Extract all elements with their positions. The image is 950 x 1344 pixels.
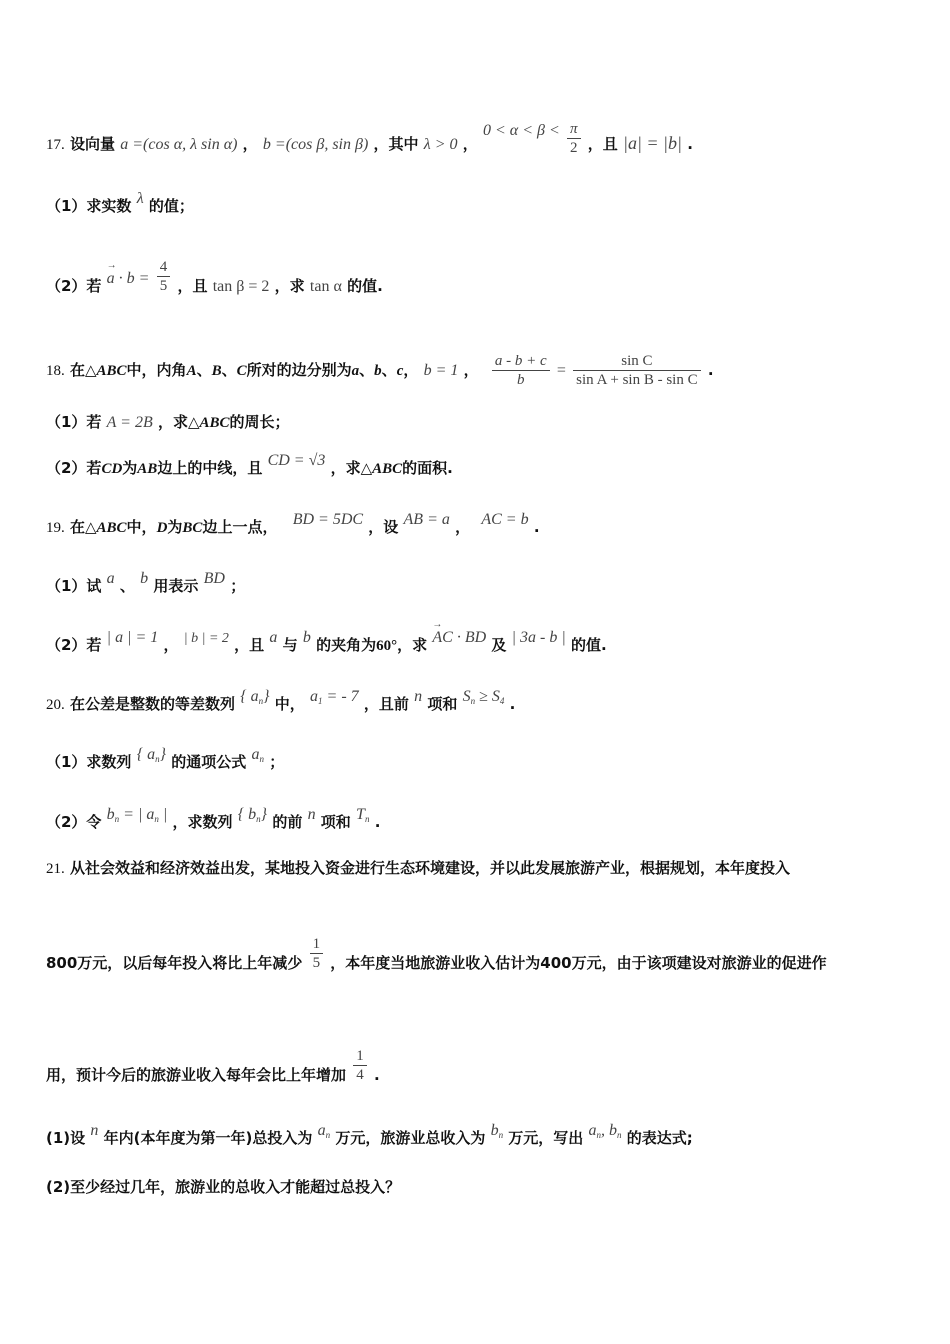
q18-line [46, 352, 714, 389]
question-number: 21. [46, 861, 65, 877]
text: ； [269, 753, 285, 771]
fraction [310, 935, 324, 972]
subscript: n [259, 754, 264, 764]
formula-part: } [263, 688, 270, 705]
punctuation: . [707, 361, 714, 379]
formula [240, 687, 269, 711]
text: （1）若 [46, 413, 102, 431]
text: 的值； [148, 197, 194, 215]
text: a [351, 363, 360, 379]
formula-part: a [251, 746, 260, 763]
subscript: n [325, 1130, 331, 1140]
text: 的通项公式 [171, 753, 247, 771]
formula: a =(cos α, λ sin α) [120, 136, 238, 153]
punctuation: . [374, 813, 381, 831]
text: CD [101, 461, 123, 477]
formula-part: b [490, 1122, 499, 1139]
formula: → AC · BD [432, 628, 486, 648]
formula: → a · b = [107, 269, 150, 289]
subscript: n [258, 696, 264, 706]
formula: b [140, 570, 149, 587]
q17-line [46, 121, 693, 163]
text: 年内(本年度为第一年)总投入为 [103, 1129, 313, 1147]
text: 为 [167, 518, 183, 536]
subscript: n [155, 754, 160, 764]
fraction-denominator: 5 [159, 278, 168, 294]
punctuation: . [687, 135, 693, 153]
fraction-numerator: π [567, 120, 581, 139]
text: A [186, 363, 197, 379]
text: 为 [122, 459, 138, 477]
formula: a [269, 629, 278, 646]
text: 边上的中线，且 [157, 459, 263, 477]
text: 的面积. [402, 459, 453, 477]
text: 项和 [320, 813, 351, 831]
separator: ， [163, 636, 179, 654]
subscript: n [470, 696, 476, 706]
separator: ， [462, 135, 478, 153]
formula [318, 1121, 331, 1145]
text: 设向量 [69, 135, 115, 153]
formula: b [302, 629, 311, 646]
formula-part: } [159, 746, 166, 763]
formula: AC = b [481, 511, 529, 528]
text: （1）求数列 [46, 753, 132, 771]
fraction-numerator: 1 [310, 935, 324, 954]
q21-part2 [46, 1177, 400, 1197]
formula: λ > 0 [423, 136, 458, 153]
formula-part: | [158, 806, 168, 823]
fraction-denominator: sin A + sin B - sin C [576, 372, 698, 388]
formula [463, 687, 505, 711]
q18-part1 [46, 412, 290, 433]
formula-part: a [588, 1122, 597, 1139]
text: D [156, 520, 168, 536]
text: （1）试 [46, 577, 102, 595]
punctuation: . [533, 518, 540, 536]
fraction-denominator: 5 [312, 955, 321, 971]
text: 在△ [69, 518, 97, 536]
text: c [396, 363, 404, 379]
subscript: n [256, 814, 261, 824]
text: 用，预计今后的旅游业收入每年会比上年增加 [46, 1066, 347, 1084]
text: 及 [491, 636, 507, 654]
q21-line3 [46, 1048, 380, 1094]
text: 与 [282, 636, 298, 654]
text: （1）求实数 [46, 197, 132, 215]
question-number: 17. [46, 137, 65, 153]
formula: A = 2B [106, 414, 153, 431]
q19-part2 [46, 629, 607, 657]
q17-part2 [46, 259, 383, 305]
text: 的周长； [229, 413, 290, 431]
q19-part1 [46, 570, 246, 597]
formula: BD = 5DC [292, 511, 364, 528]
text: 的表达式; [626, 1129, 693, 1147]
punctuation: . [509, 695, 516, 713]
fraction-denominator: 2 [570, 140, 578, 156]
formula: λ [136, 190, 144, 207]
text: ABC [199, 415, 230, 431]
fraction-denominator: b [517, 372, 525, 388]
formula [589, 1121, 622, 1145]
text: 中， [274, 695, 305, 713]
text: 在△ [69, 361, 97, 379]
formula-part: ≥ S [475, 688, 500, 705]
text: （2）若 [46, 636, 102, 654]
text: （2）令 [46, 813, 102, 831]
q19-line [46, 511, 540, 538]
formula-part: S [462, 688, 471, 705]
text: 项和 [427, 695, 458, 713]
q21-part1 [46, 1122, 693, 1153]
q17-part1 [46, 190, 194, 217]
text: （2）若 [46, 277, 102, 295]
fraction [573, 352, 700, 389]
formula-part: } [260, 806, 268, 823]
fraction [353, 1047, 367, 1084]
text: 的前 [272, 813, 303, 831]
subscript: n [114, 814, 120, 824]
formula [137, 745, 166, 769]
punctuation: . [373, 1066, 380, 1084]
text: ，求数列 [172, 813, 233, 831]
subscript: n [364, 814, 370, 824]
text: ，求△ [157, 413, 200, 431]
text: ABC [96, 363, 127, 379]
formula: |a| = |b| [623, 133, 682, 153]
formula: tan β = 2 [212, 278, 270, 295]
text: ，求△ [330, 459, 373, 477]
formula [238, 805, 267, 829]
subscript: n [154, 814, 159, 824]
text: B [211, 363, 222, 379]
text: 的值. [347, 277, 383, 295]
text: 在公差是整数的等差数列 [69, 695, 235, 713]
separator: ， [455, 518, 471, 536]
separator: 、 [381, 361, 397, 379]
text: 万元，写出 [508, 1129, 584, 1147]
text: ，求 [274, 277, 305, 295]
text: ，且 [587, 135, 618, 153]
text: ，本年度当地旅游业收入估计为400万元，由于该项建设对旅游业的促进作 [330, 954, 827, 972]
formula [356, 805, 369, 829]
subscript: 4 [499, 696, 505, 706]
text: 所对的边分别为 [246, 361, 352, 379]
formula: AB = a [403, 511, 450, 528]
text: (1)设 [46, 1129, 86, 1147]
formula: n [307, 806, 316, 823]
separator: 、 [196, 361, 212, 379]
text: ABC [372, 461, 403, 477]
separator: ， [463, 361, 479, 379]
formula-part: = | a [119, 806, 155, 823]
separator: 、 [119, 577, 135, 595]
text: 中， [126, 518, 157, 536]
formula-part: , b [601, 1122, 618, 1139]
formula [310, 687, 359, 711]
text: 的夹角为 [316, 636, 377, 654]
text: ，且前 [363, 695, 409, 713]
formula-part: b [106, 806, 115, 823]
question-number: 18. [46, 363, 65, 379]
text: ，求 [397, 636, 428, 654]
subscript: 1 [318, 696, 323, 706]
formula: = [556, 362, 566, 379]
fraction-numerator: sin C [573, 352, 700, 371]
subscript: n [617, 1130, 622, 1140]
formula: | b | = 2 [183, 631, 229, 646]
formula: tan α [309, 278, 342, 295]
text: ，设 [368, 518, 399, 536]
formula-part: { a [136, 746, 156, 763]
formula: b =(cos β, sin β) [262, 136, 369, 153]
text: 60° [376, 638, 398, 654]
formula: CD = √3 [267, 452, 326, 469]
text: BC [182, 520, 203, 536]
text: AB [137, 461, 158, 477]
subscript: n [498, 1130, 504, 1140]
formula: n [414, 688, 423, 705]
formula [107, 805, 168, 829]
formula: | a | = 1 [106, 629, 159, 646]
q21-line1 [46, 858, 790, 879]
separator: ， [403, 361, 419, 379]
text: ； [230, 577, 246, 595]
separator: 、 [221, 361, 237, 379]
text: b [374, 363, 382, 379]
formula: | 3a - b | [511, 629, 566, 646]
q20-line [46, 688, 516, 719]
formula-part: = - 7 [322, 688, 359, 705]
formula: n [90, 1122, 99, 1139]
formula: a [106, 570, 115, 587]
text: 从社会效益和经济效益出发，某地投入资金进行生态环境建设，并以此发展旅游产业，根据规划，本年度投入 [69, 859, 790, 877]
formula-part: { a [240, 688, 259, 705]
text: （2）若 [46, 459, 102, 477]
formula: BD [203, 570, 225, 587]
fraction [157, 258, 171, 295]
formula-part: a [317, 1122, 326, 1139]
formula-part: { b [237, 806, 257, 823]
text: 800万元，以后每年投入将比上年减少 [46, 954, 303, 972]
formula [251, 745, 264, 769]
fraction [567, 120, 581, 157]
formula-part: a [310, 688, 319, 705]
fraction-numerator: 4 [157, 258, 171, 277]
q20-part1 [46, 746, 285, 777]
text: 边上一点， [202, 518, 278, 536]
text: ，且 [234, 636, 265, 654]
text: 万元，旅游业总收入为 [335, 1129, 486, 1147]
formula: b = 1 [423, 362, 459, 379]
text: ABC [96, 520, 127, 536]
fraction-denominator: 4 [356, 1067, 364, 1083]
text: ，其中 [373, 135, 419, 153]
text: 中，内角 [126, 361, 187, 379]
formula: 0 < α < β < [483, 122, 560, 139]
subscript: n [596, 1130, 602, 1140]
text: 的值. [571, 636, 607, 654]
question-number: 19. [46, 520, 65, 536]
separator: 、 [359, 361, 375, 379]
formula-part: T [356, 806, 365, 823]
separator: ， [242, 135, 258, 153]
q21-line2 [46, 936, 827, 982]
formula [491, 1121, 504, 1145]
text: C [236, 363, 247, 379]
q20-part2 [46, 806, 381, 837]
text: 用表示 [153, 577, 199, 595]
text: ，且 [177, 277, 208, 295]
fraction [492, 352, 550, 389]
text: (2)至少经过几年，旅游业的总收入才能超过总投入？ [46, 1178, 401, 1196]
q18-part2 [46, 452, 453, 479]
question-number: 20. [46, 697, 65, 713]
fraction-numerator: 1 [353, 1047, 367, 1066]
fraction-numerator: a - b + c [492, 352, 550, 371]
